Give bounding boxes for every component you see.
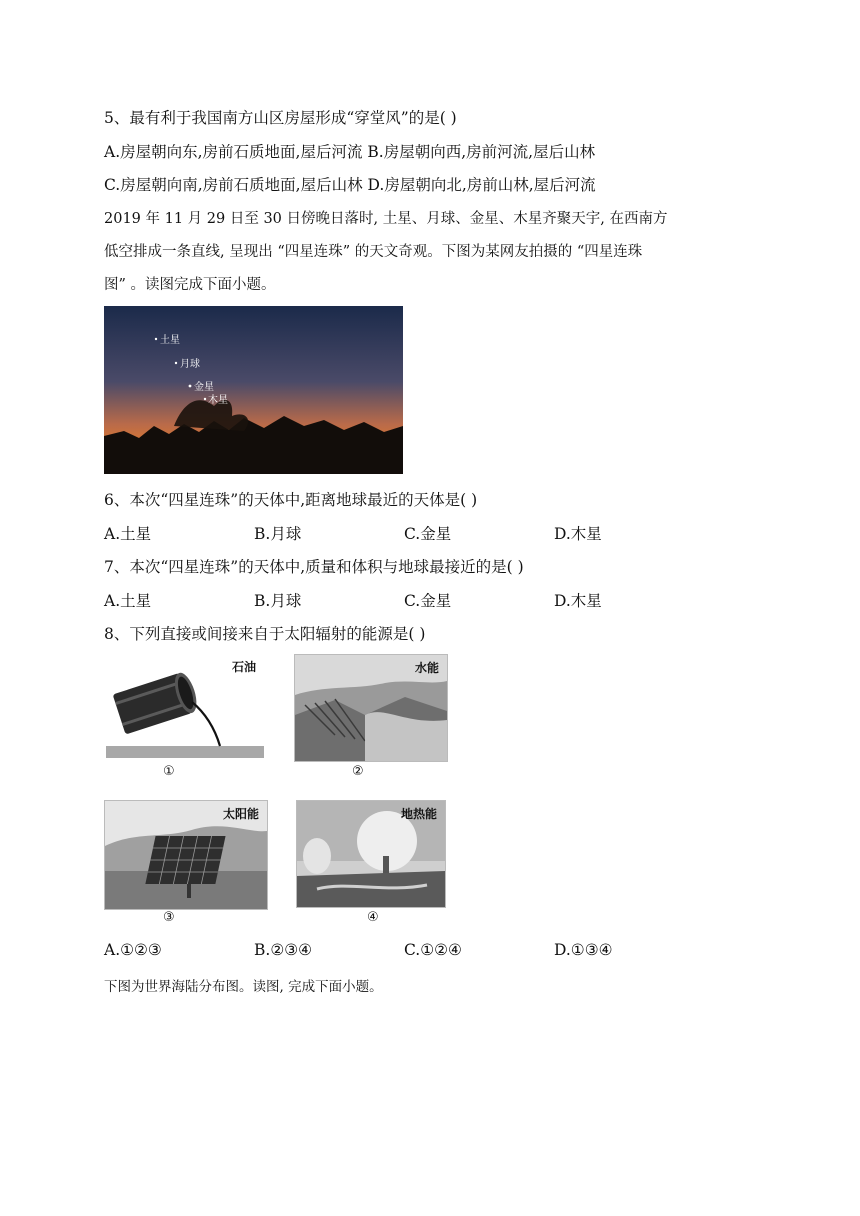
q5-options-row1: A.房屋朝向东,房前石质地面,屋后河流 B.房屋朝向西,房前河流,屋后山林 (104, 143, 596, 161)
four-planets-photo (104, 306, 403, 474)
image-number-2: ② (352, 764, 364, 779)
sunset-sky-image (104, 306, 403, 474)
q8-option-c: C.①②④ (404, 941, 462, 959)
intro-line-1: 2019 年 11 月 29 日至 30 日傍晚日落时, 土星、月球、金星、木星齐聚天宇, 在西南方 (104, 211, 668, 227)
q7-option-d: D.木星 (554, 592, 602, 610)
hydro-image (294, 654, 448, 762)
q7-stem: 7、本次“四星连珠”的天体中,质量和体积与地球最接近的是( ) (104, 558, 524, 576)
q8-option-a: A.①②③ (104, 941, 162, 959)
q7-option-c: C.金星 (404, 592, 452, 610)
solar-image (104, 800, 268, 910)
q6-option-d: D.木星 (554, 525, 602, 543)
q6-option-b: B.月球 (254, 525, 302, 543)
footer-note: 下图为世界海陆分布图。读图, 完成下面小题。 (104, 979, 383, 995)
q6-stem: 6、本次“四星连珠”的天体中,距离地球最近的天体是( ) (104, 491, 478, 509)
oil-image (104, 654, 266, 762)
q7-option-a: A.土星 (104, 592, 152, 610)
photo-label-jupiter: 木星 (208, 395, 228, 406)
photo-label-saturn: 土星 (160, 335, 180, 346)
geothermal-image (296, 800, 446, 908)
intro-line-2: 低空排成一条直线, 呈现出 “四星连珠” 的天文奇观。下图为某网友拍摄的 “四星连珠 (104, 244, 643, 260)
q6-option-a: A.土星 (104, 525, 152, 543)
q5-stem: 5、最有利于我国南方山区房屋形成“穿堂风”的是( ) (104, 109, 457, 127)
q6-option-c: C.金星 (404, 525, 452, 543)
geothermal-label: 地热能 (401, 807, 438, 821)
oil-label: 石油 (232, 660, 257, 674)
image-number-1: ① (163, 764, 175, 779)
hydro-label: 水能 (415, 661, 440, 675)
photo-label-venus: 金星 (194, 382, 214, 393)
image-number-4: ④ (367, 910, 379, 925)
q5-options-row2: C.房屋朝向南,房前石质地面,屋后山林 D.房屋朝向北,房前山林,屋后河流 (104, 176, 596, 194)
solar-label: 太阳能 (223, 807, 260, 821)
photo-label-moon: 月球 (180, 359, 200, 370)
q8-stem: 8、下列直接或间接来自于太阳辐射的能源是( ) (104, 625, 426, 643)
intro-line-3: 图” 。读图完成下面小题。 (104, 277, 276, 293)
q8-option-d: D.①③④ (554, 941, 613, 959)
image-number-3: ③ (163, 910, 175, 925)
q7-option-b: B.月球 (254, 592, 302, 610)
q8-option-b: B.②③④ (254, 941, 313, 959)
